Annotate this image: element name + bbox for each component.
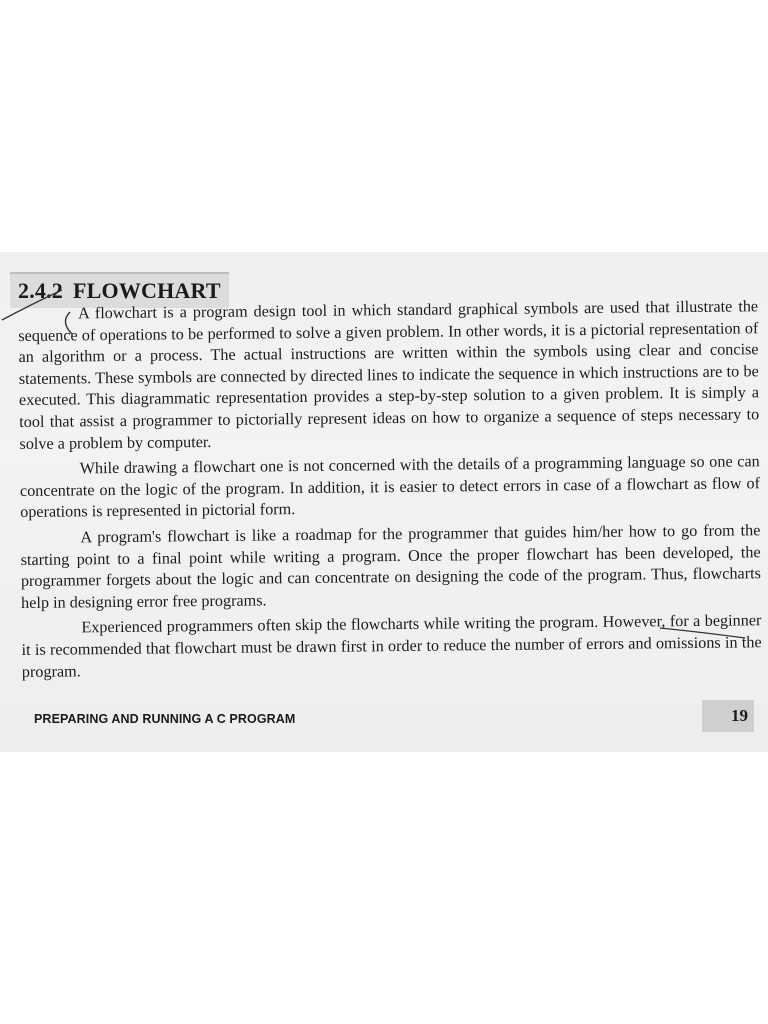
paragraph-logic: While drawing a flowchart one is not concerned with the details of a programming language so one can concentrate on the logic of the program. In addition, it is easier to detect errors in case of a flowchart as flow of operations is represented in pictorial form. bbox=[19, 452, 761, 522]
paragraph-beginners: Experienced programmers often skip the flowcharts while writing the program. However, for a beginner it is recommended that flowchart must be drawn first in order to reduce the number of errors and omissions in the program. bbox=[21, 611, 762, 681]
footer-chapter-title: PREPARING AND RUNNING A C PROGRAM bbox=[34, 712, 296, 726]
section-title: FLOWCHART bbox=[73, 278, 221, 303]
page-number: 19 bbox=[702, 700, 754, 732]
body-text bbox=[18, 296, 762, 683]
section-number: 2.4.2 bbox=[18, 278, 63, 303]
paragraph-definition: A flowchart is a program design tool in which standard graphical symbols are used that illustrate the sequence of operations to be performed to solve a given problem. In other words, it is a pictorial representation of an algorithm or a process. The actual instructions are written within the symbols using clear and concise statements. These symbols are connected by directed lines to indicate the sequence in which instructions are to be executed. This diagrammatic representation provides a step-by-step solution to a given problem. It is simply a tool that assist a programmer to pictorially represent ideas on how to organize a sequence of steps necessary to solve a problem by computer. bbox=[18, 297, 760, 453]
paragraph-roadmap: A program's flowchart is like a roadmap for the programmer that guides him/her how to go from the starting point to a final point while writing a program. Once the proper flowchart has been developed, the programmer forgets about the logic and can concentrate on designing the code of the program. Thus, flowcharts help in designing error free programs. bbox=[20, 521, 761, 612]
